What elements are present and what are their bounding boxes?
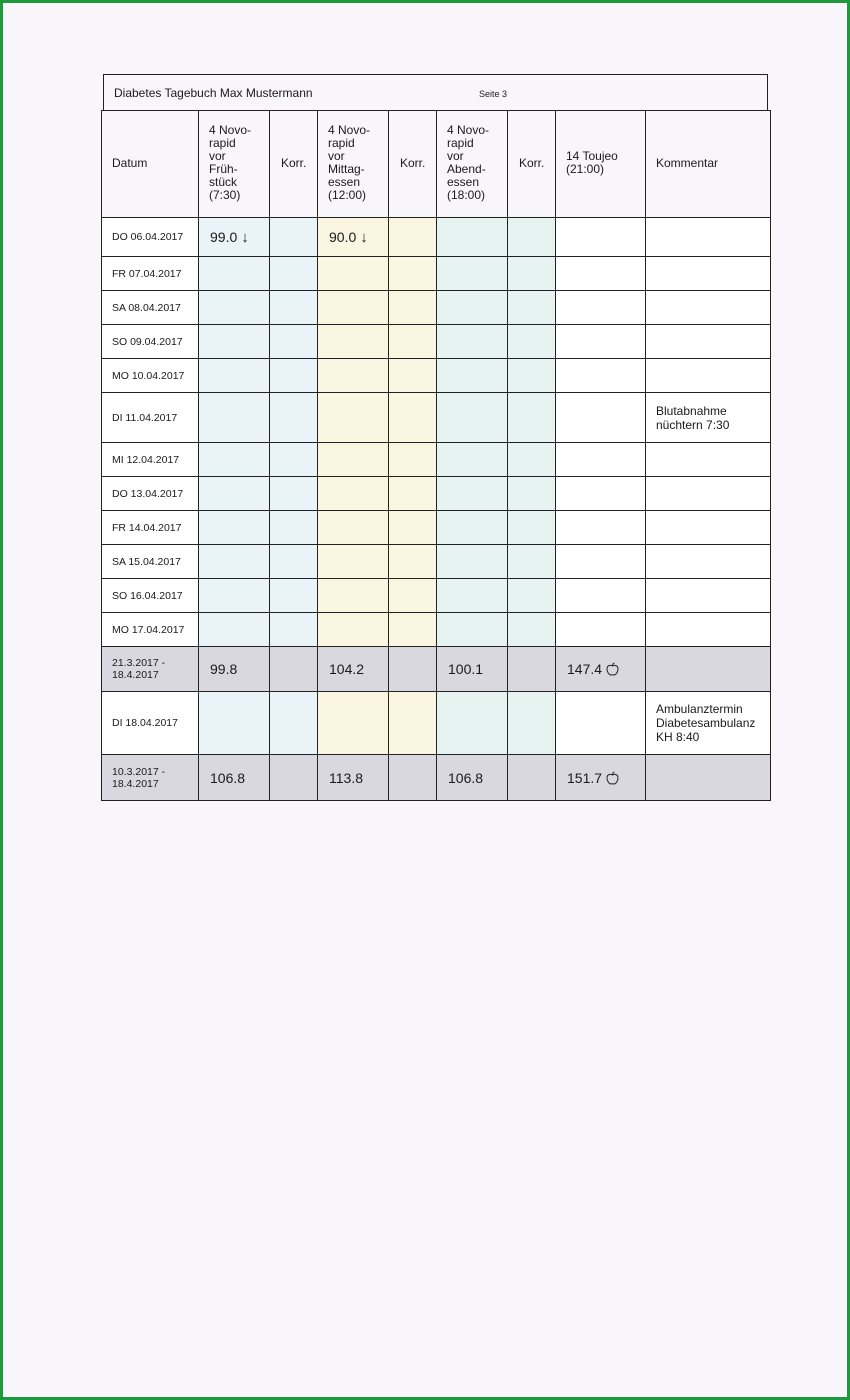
- row-date: DO 06.04.2017: [102, 218, 199, 257]
- korr-cell: [508, 291, 556, 325]
- toujeo-value: [556, 443, 646, 477]
- korr-cell: [508, 545, 556, 579]
- korr-cell: [508, 692, 556, 755]
- dinner-value: [437, 545, 508, 579]
- korr-cell: [270, 511, 318, 545]
- table-row: [102, 692, 771, 755]
- page-number: Seite 3: [479, 89, 508, 99]
- korr-cell: [389, 291, 437, 325]
- korr-cell: [270, 359, 318, 393]
- row-date: MO 17.04.2017: [102, 613, 199, 647]
- table-row: [102, 443, 771, 477]
- table-row: [102, 511, 771, 545]
- table-row: [102, 359, 771, 393]
- korr-cell: [270, 692, 318, 755]
- toujeo-value: [556, 613, 646, 647]
- summary-dinner: 100.1: [437, 647, 508, 692]
- korr-cell: [508, 359, 556, 393]
- korr-cell: [508, 613, 556, 647]
- summary-lunch: 104.2: [318, 647, 389, 692]
- dinner-value: [437, 359, 508, 393]
- korr-cell: [270, 545, 318, 579]
- row-date: MI 12.04.2017: [102, 443, 199, 477]
- korr-cell: [389, 545, 437, 579]
- korr-cell: [270, 218, 318, 257]
- lunch-value: [318, 545, 389, 579]
- toujeo-value: [556, 579, 646, 613]
- korr-cell: [389, 579, 437, 613]
- row-date: SO 16.04.2017: [102, 579, 199, 613]
- comment-cell: [646, 359, 771, 393]
- row-date: DO 13.04.2017: [102, 477, 199, 511]
- korr-cell: [270, 325, 318, 359]
- korr-cell: [389, 511, 437, 545]
- col-korr-2: Korr.: [389, 111, 437, 218]
- korr-cell: [270, 443, 318, 477]
- comment-cell: [646, 579, 771, 613]
- comment-cell: [646, 443, 771, 477]
- col-lunch: 4 Novo- rapid vor Mittag- essen (12:00): [318, 111, 389, 218]
- summary-row: [102, 647, 771, 692]
- lunch-value: [318, 257, 389, 291]
- korr-cell: [508, 511, 556, 545]
- korr-cell: [508, 257, 556, 291]
- row-date: DI 18.04.2017: [102, 692, 199, 755]
- toujeo-value: [556, 511, 646, 545]
- summary-toujeo: 147.4: [556, 647, 646, 692]
- summary-dinner: 106.8: [437, 755, 508, 801]
- toujeo-value: [556, 692, 646, 755]
- lunch-value: [318, 291, 389, 325]
- row-date: SO 09.04.2017: [102, 325, 199, 359]
- dinner-value: [437, 443, 508, 477]
- row-date: FR 14.04.2017: [102, 511, 199, 545]
- col-korr-1: Korr.: [270, 111, 318, 218]
- breakfast-value: [199, 393, 270, 443]
- korr-cell: [270, 755, 318, 801]
- down-arrow-icon: ↓: [360, 228, 368, 246]
- lunch-value: [318, 579, 389, 613]
- comment-cell: [646, 755, 771, 801]
- breakfast-value: [199, 291, 270, 325]
- lunch-value: 90.0 ↓: [318, 218, 389, 257]
- korr-cell: [389, 755, 437, 801]
- lunch-value: [318, 325, 389, 359]
- breakfast-value: [199, 613, 270, 647]
- korr-cell: [508, 647, 556, 692]
- korr-cell: [270, 257, 318, 291]
- korr-cell: [270, 613, 318, 647]
- korr-cell: [389, 692, 437, 755]
- lunch-value: [318, 511, 389, 545]
- korr-cell: [389, 647, 437, 692]
- table-row: [102, 218, 771, 257]
- comment-cell: [646, 545, 771, 579]
- toujeo-value: [556, 218, 646, 257]
- diary-title: Diabetes Tagebuch Max Mustermann: [114, 86, 313, 100]
- row-date: SA 08.04.2017: [102, 291, 199, 325]
- dinner-value: [437, 477, 508, 511]
- summary-breakfast: 106.8: [199, 755, 270, 801]
- korr-cell: [389, 477, 437, 511]
- title-bar: [103, 74, 768, 110]
- toujeo-value: [556, 477, 646, 511]
- col-toujeo: 14 Toujeo (21:00): [556, 111, 646, 218]
- diary-sheet: [101, 74, 770, 801]
- down-arrow-icon: ↓: [241, 228, 249, 246]
- korr-cell: [270, 647, 318, 692]
- dinner-value: [437, 291, 508, 325]
- korr-cell: [508, 218, 556, 257]
- table-row: [102, 291, 771, 325]
- korr-cell: [270, 477, 318, 511]
- summary-range: 21.3.2017 - 18.4.2017: [102, 647, 199, 692]
- lunch-value: [318, 359, 389, 393]
- lunch-value: [318, 477, 389, 511]
- lunch-value: [318, 443, 389, 477]
- dinner-value: [437, 613, 508, 647]
- lunch-value: [318, 393, 389, 443]
- row-date: DI 11.04.2017: [102, 393, 199, 443]
- korr-cell: [389, 613, 437, 647]
- korr-cell: [508, 325, 556, 359]
- breakfast-value: [199, 477, 270, 511]
- dinner-value: [437, 393, 508, 443]
- comment-cell: [646, 511, 771, 545]
- dinner-value: [437, 325, 508, 359]
- korr-cell: [508, 477, 556, 511]
- korr-cell: [389, 443, 437, 477]
- breakfast-value: [199, 257, 270, 291]
- korr-cell: [508, 755, 556, 801]
- toujeo-value: [556, 257, 646, 291]
- toujeo-value: [556, 545, 646, 579]
- korr-cell: [270, 579, 318, 613]
- comment-cell: [646, 325, 771, 359]
- toujeo-value: [556, 325, 646, 359]
- korr-cell: [389, 393, 437, 443]
- breakfast-value: [199, 359, 270, 393]
- comment-cell: Ambulanztermin Diabetesambulanz KH 8:40: [646, 692, 771, 755]
- korr-cell: [270, 393, 318, 443]
- breakfast-value: [199, 511, 270, 545]
- comment-cell: [646, 291, 771, 325]
- comment-cell: Blutabnahme nüchtern 7:30: [646, 393, 771, 443]
- dinner-value: [437, 218, 508, 257]
- korr-cell: [389, 325, 437, 359]
- table-row: [102, 477, 771, 511]
- korr-cell: [270, 291, 318, 325]
- korr-cell: [508, 393, 556, 443]
- apple-icon: [606, 662, 619, 676]
- header-row: [102, 111, 771, 218]
- col-comment: Kommentar: [646, 111, 771, 218]
- korr-cell: [389, 257, 437, 291]
- comment-cell: [646, 218, 771, 257]
- comment-cell: [646, 477, 771, 511]
- toujeo-value: [556, 359, 646, 393]
- summary-lunch: 113.8: [318, 755, 389, 801]
- table-row: [102, 613, 771, 647]
- summary-breakfast: 99.8: [199, 647, 270, 692]
- dinner-value: [437, 511, 508, 545]
- toujeo-value: [556, 291, 646, 325]
- dinner-value: [437, 579, 508, 613]
- breakfast-value: [199, 579, 270, 613]
- comment-cell: [646, 257, 771, 291]
- dinner-value: [437, 257, 508, 291]
- table-row: [102, 393, 771, 443]
- summary-toujeo: 151.7: [556, 755, 646, 801]
- table-row: [102, 325, 771, 359]
- korr-cell: [389, 359, 437, 393]
- diary-table: [101, 110, 771, 801]
- breakfast-value: 99.0 ↓: [199, 218, 270, 257]
- summary-range: 10.3.2017 - 18.4.2017: [102, 755, 199, 801]
- toujeo-value: [556, 393, 646, 443]
- breakfast-value: [199, 545, 270, 579]
- korr-cell: [508, 443, 556, 477]
- dinner-value: [437, 692, 508, 755]
- korr-cell: [389, 218, 437, 257]
- apple-icon: [606, 771, 619, 785]
- korr-cell: [508, 579, 556, 613]
- table-row: [102, 579, 771, 613]
- lunch-value: [318, 692, 389, 755]
- col-breakfast: 4 Novo- rapid vor Früh- stück (7:30): [199, 111, 270, 218]
- row-date: MO 10.04.2017: [102, 359, 199, 393]
- table-row: [102, 545, 771, 579]
- table-row: [102, 257, 771, 291]
- comment-cell: [646, 613, 771, 647]
- row-date: FR 07.04.2017: [102, 257, 199, 291]
- breakfast-value: [199, 692, 270, 755]
- lunch-value: [318, 613, 389, 647]
- row-date: SA 15.04.2017: [102, 545, 199, 579]
- breakfast-value: [199, 325, 270, 359]
- col-datum: Datum: [102, 111, 199, 218]
- col-korr-3: Korr.: [508, 111, 556, 218]
- summary-row: [102, 755, 771, 801]
- comment-cell: [646, 647, 771, 692]
- breakfast-value: [199, 443, 270, 477]
- col-dinner: 4 Novo- rapid vor Abend- essen (18:00): [437, 111, 508, 218]
